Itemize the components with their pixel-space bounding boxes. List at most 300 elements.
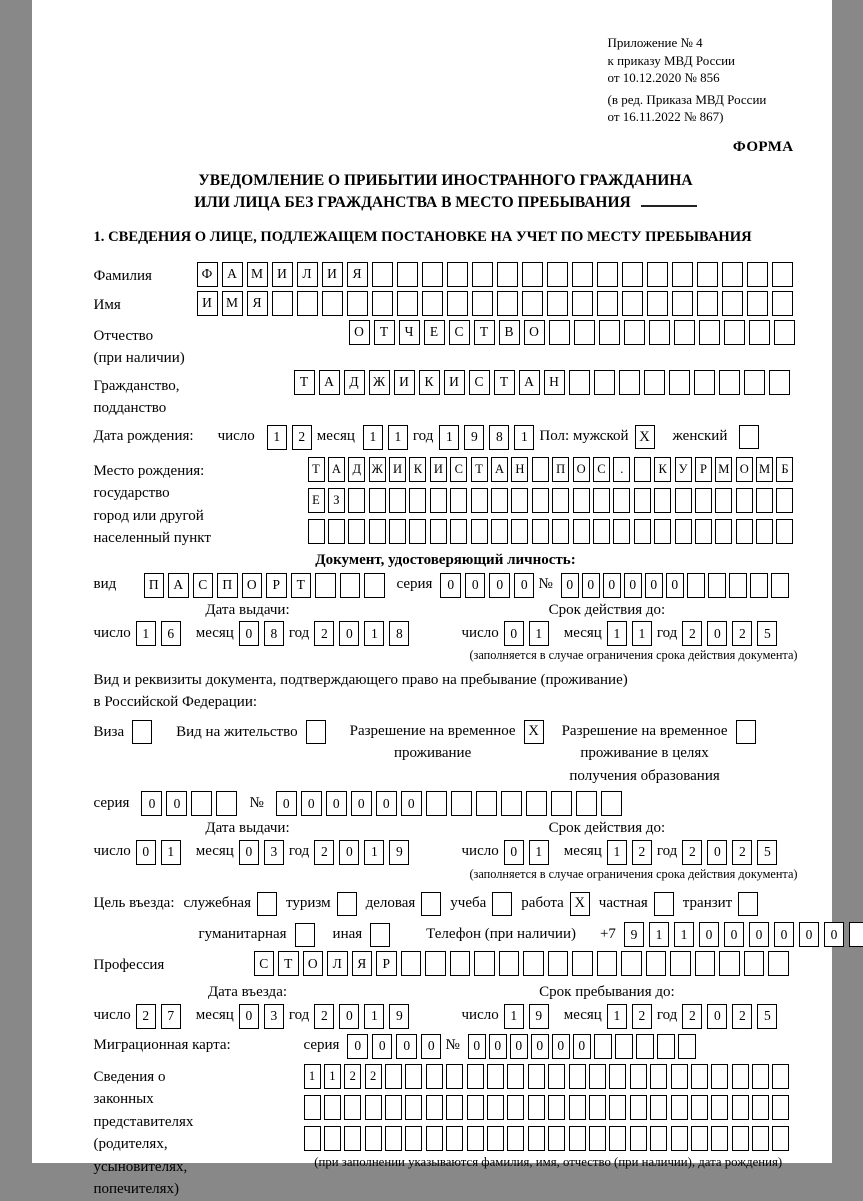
char-box[interactable]: 0: [707, 1004, 727, 1029]
char-box[interactable]: [272, 291, 293, 316]
char-box[interactable]: [593, 519, 610, 544]
char-box[interactable]: [497, 291, 518, 316]
char-box[interactable]: 0: [136, 840, 156, 865]
char-box[interactable]: [752, 1095, 769, 1120]
char-box[interactable]: [619, 370, 640, 395]
char-box[interactable]: П: [552, 457, 569, 482]
char-box[interactable]: А: [168, 573, 189, 598]
char-box[interactable]: [691, 1064, 708, 1089]
char-box[interactable]: [405, 1095, 422, 1120]
char-box[interactable]: [446, 1126, 463, 1151]
char-box[interactable]: 1: [161, 840, 181, 865]
char-box[interactable]: 1: [649, 922, 669, 947]
char-box[interactable]: Ф: [197, 262, 218, 287]
char-box[interactable]: Р: [266, 573, 287, 598]
char-box[interactable]: [732, 1064, 749, 1089]
char-box[interactable]: [597, 291, 618, 316]
char-box[interactable]: 0: [510, 1034, 528, 1059]
char-box[interactable]: [615, 1034, 633, 1059]
char-box[interactable]: [191, 791, 212, 816]
char-box[interactable]: 8: [489, 425, 509, 450]
char-box[interactable]: [526, 791, 547, 816]
char-box[interactable]: Я: [247, 291, 268, 316]
char-box[interactable]: [522, 262, 543, 287]
char-box[interactable]: [593, 488, 610, 513]
char-box[interactable]: 1: [529, 840, 549, 865]
char-box[interactable]: 1: [364, 621, 384, 646]
char-box[interactable]: О: [573, 457, 590, 482]
female-checkbox[interactable]: [739, 425, 759, 449]
char-box[interactable]: А: [519, 370, 540, 395]
char-box[interactable]: [776, 488, 793, 513]
char-box[interactable]: [548, 1126, 565, 1151]
char-box[interactable]: [304, 1095, 321, 1120]
char-box[interactable]: 0: [489, 1034, 507, 1059]
char-box[interactable]: [216, 791, 237, 816]
char-box[interactable]: 8: [389, 621, 409, 646]
char-box[interactable]: И: [197, 291, 218, 316]
char-box[interactable]: [609, 1126, 626, 1151]
char-box[interactable]: [749, 320, 770, 345]
char-box[interactable]: [691, 1095, 708, 1120]
char-box[interactable]: Т: [294, 370, 315, 395]
char-box[interactable]: 2: [632, 840, 652, 865]
char-box[interactable]: [451, 791, 472, 816]
char-box[interactable]: О: [303, 951, 324, 976]
char-box[interactable]: 1: [364, 840, 384, 865]
char-box[interactable]: [467, 1095, 484, 1120]
char-box[interactable]: О: [524, 320, 545, 345]
char-box[interactable]: [487, 1095, 504, 1120]
char-box[interactable]: [328, 519, 345, 544]
char-box[interactable]: 2: [365, 1064, 382, 1089]
char-box[interactable]: [678, 1034, 696, 1059]
char-box[interactable]: [613, 519, 630, 544]
char-box[interactable]: 0: [749, 922, 769, 947]
char-box[interactable]: 2: [632, 1004, 652, 1029]
char-box[interactable]: [601, 791, 622, 816]
char-box[interactable]: [365, 1095, 382, 1120]
char-box[interactable]: 0: [141, 791, 162, 816]
char-box[interactable]: [430, 488, 447, 513]
char-box[interactable]: [569, 1095, 586, 1120]
char-box[interactable]: 1: [529, 621, 549, 646]
char-box[interactable]: Т: [374, 320, 395, 345]
char-box[interactable]: [594, 370, 615, 395]
char-box[interactable]: 0: [699, 922, 719, 947]
char-box[interactable]: С: [449, 320, 470, 345]
char-box[interactable]: [613, 488, 630, 513]
char-box[interactable]: [573, 519, 590, 544]
char-box[interactable]: [697, 291, 718, 316]
char-box[interactable]: 0: [531, 1034, 549, 1059]
char-box[interactable]: [308, 519, 325, 544]
char-box[interactable]: [447, 291, 468, 316]
char-box[interactable]: [744, 370, 765, 395]
char-box[interactable]: [695, 951, 716, 976]
char-box[interactable]: [409, 488, 426, 513]
study-checkbox[interactable]: [492, 892, 512, 916]
char-box[interactable]: 2: [682, 1004, 702, 1029]
char-box[interactable]: [654, 519, 671, 544]
char-box[interactable]: [446, 1095, 463, 1120]
char-box[interactable]: [672, 291, 693, 316]
char-box[interactable]: У: [675, 457, 692, 482]
char-box[interactable]: А: [491, 457, 508, 482]
char-box[interactable]: [622, 291, 643, 316]
char-box[interactable]: А: [328, 457, 345, 482]
char-box[interactable]: [650, 1064, 667, 1089]
char-box[interactable]: [774, 320, 795, 345]
char-box[interactable]: [487, 1126, 504, 1151]
char-box[interactable]: [597, 951, 618, 976]
char-box[interactable]: [675, 488, 692, 513]
char-box[interactable]: А: [222, 262, 243, 287]
char-box[interactable]: [621, 951, 642, 976]
residence-permit-checkbox[interactable]: [306, 720, 326, 744]
char-box[interactable]: 0: [468, 1034, 486, 1059]
char-box[interactable]: [644, 370, 665, 395]
char-box[interactable]: [532, 488, 549, 513]
work-checkbox[interactable]: X: [570, 892, 590, 916]
char-box[interactable]: [491, 519, 508, 544]
char-box[interactable]: И: [389, 457, 406, 482]
char-box[interactable]: [669, 370, 690, 395]
char-box[interactable]: [569, 1126, 586, 1151]
char-box[interactable]: [671, 1095, 688, 1120]
char-box[interactable]: Т: [494, 370, 515, 395]
char-box[interactable]: В: [499, 320, 520, 345]
char-box[interactable]: 0: [603, 573, 621, 598]
char-box[interactable]: 0: [396, 1034, 417, 1059]
char-box[interactable]: [372, 262, 393, 287]
char-box[interactable]: Д: [344, 370, 365, 395]
char-box[interactable]: [711, 1064, 728, 1089]
char-box[interactable]: 0: [339, 1004, 359, 1029]
char-box[interactable]: И: [322, 262, 343, 287]
char-box[interactable]: Е: [308, 488, 325, 513]
char-box[interactable]: [750, 573, 768, 598]
char-box[interactable]: 0: [326, 791, 347, 816]
char-box[interactable]: [589, 1095, 606, 1120]
char-box[interactable]: К: [409, 457, 426, 482]
char-box[interactable]: [722, 291, 743, 316]
char-box[interactable]: [409, 519, 426, 544]
char-box[interactable]: О: [736, 457, 753, 482]
char-box[interactable]: З: [328, 488, 345, 513]
char-box[interactable]: [365, 1126, 382, 1151]
char-box[interactable]: Я: [347, 262, 368, 287]
char-box[interactable]: [528, 1095, 545, 1120]
char-box[interactable]: Т: [471, 457, 488, 482]
char-box[interactable]: [552, 519, 569, 544]
char-box[interactable]: С: [469, 370, 490, 395]
char-box[interactable]: [405, 1064, 422, 1089]
char-box[interactable]: [647, 291, 668, 316]
char-box[interactable]: [348, 488, 365, 513]
char-box[interactable]: [372, 291, 393, 316]
char-box[interactable]: [772, 1126, 789, 1151]
char-box[interactable]: Н: [511, 457, 528, 482]
char-box[interactable]: [548, 1064, 565, 1089]
char-box[interactable]: 0: [489, 573, 510, 598]
char-box[interactable]: Т: [308, 457, 325, 482]
char-box[interactable]: [650, 1126, 667, 1151]
char-box[interactable]: [426, 1126, 443, 1151]
char-box[interactable]: [467, 1064, 484, 1089]
char-box[interactable]: 1: [363, 425, 383, 450]
char-box[interactable]: [491, 488, 508, 513]
char-box[interactable]: [324, 1126, 341, 1151]
char-box[interactable]: 1: [364, 1004, 384, 1029]
char-box[interactable]: [756, 519, 773, 544]
char-box[interactable]: [450, 951, 471, 976]
char-box[interactable]: А: [319, 370, 340, 395]
char-box[interactable]: Т: [291, 573, 312, 598]
char-box[interactable]: [385, 1095, 402, 1120]
char-box[interactable]: [646, 951, 667, 976]
char-box[interactable]: [657, 1034, 675, 1059]
char-box[interactable]: [426, 1064, 443, 1089]
char-box[interactable]: [634, 488, 651, 513]
char-box[interactable]: [650, 1095, 667, 1120]
char-box[interactable]: 2: [732, 621, 752, 646]
char-box[interactable]: [768, 951, 789, 976]
char-box[interactable]: [671, 1064, 688, 1089]
temp-residence-checkbox[interactable]: X: [524, 720, 544, 744]
char-box[interactable]: [573, 488, 590, 513]
char-box[interactable]: .: [613, 457, 630, 482]
char-box[interactable]: М: [222, 291, 243, 316]
char-box[interactable]: И: [394, 370, 415, 395]
char-box[interactable]: И: [444, 370, 465, 395]
char-box[interactable]: [772, 1095, 789, 1120]
char-box[interactable]: [548, 1095, 565, 1120]
char-box[interactable]: [474, 951, 495, 976]
char-box[interactable]: [574, 320, 595, 345]
char-box[interactable]: 1: [136, 621, 156, 646]
char-box[interactable]: [569, 370, 590, 395]
humanitarian-checkbox[interactable]: [295, 923, 315, 947]
char-box[interactable]: 0: [239, 621, 259, 646]
char-box[interactable]: [711, 1095, 728, 1120]
char-box[interactable]: [507, 1095, 524, 1120]
char-box[interactable]: [719, 951, 740, 976]
char-box[interactable]: 2: [314, 1004, 334, 1029]
char-box[interactable]: 9: [624, 922, 644, 947]
char-box[interactable]: [532, 457, 549, 482]
char-box[interactable]: К: [654, 457, 671, 482]
char-box[interactable]: [315, 573, 336, 598]
char-box[interactable]: [422, 262, 443, 287]
char-box[interactable]: [450, 488, 467, 513]
char-box[interactable]: [487, 1064, 504, 1089]
char-box[interactable]: [576, 791, 597, 816]
temp-residence-edu-checkbox[interactable]: [736, 720, 756, 744]
char-box[interactable]: 0: [582, 573, 600, 598]
char-box[interactable]: 0: [552, 1034, 570, 1059]
char-box[interactable]: [369, 519, 386, 544]
char-box[interactable]: [752, 1126, 769, 1151]
char-box[interactable]: [471, 488, 488, 513]
char-box[interactable]: 0: [561, 573, 579, 598]
char-box[interactable]: Р: [695, 457, 712, 482]
char-box[interactable]: [467, 1126, 484, 1151]
char-box[interactable]: [511, 488, 528, 513]
char-box[interactable]: [609, 1064, 626, 1089]
char-box[interactable]: [446, 1064, 463, 1089]
char-box[interactable]: 0: [707, 621, 727, 646]
char-box[interactable]: [732, 1095, 749, 1120]
char-box[interactable]: 1: [607, 1004, 627, 1029]
private-checkbox[interactable]: [654, 892, 674, 916]
male-checkbox[interactable]: X: [635, 425, 655, 449]
char-box[interactable]: [347, 291, 368, 316]
char-box[interactable]: 0: [401, 791, 422, 816]
char-box[interactable]: [769, 370, 790, 395]
char-box[interactable]: [297, 291, 318, 316]
char-box[interactable]: [672, 262, 693, 287]
char-box[interactable]: [744, 951, 765, 976]
char-box[interactable]: Е: [424, 320, 445, 345]
char-box[interactable]: [695, 519, 712, 544]
char-box[interactable]: [344, 1095, 361, 1120]
char-box[interactable]: 6: [161, 621, 181, 646]
char-box[interactable]: [322, 291, 343, 316]
char-box[interactable]: [389, 519, 406, 544]
char-box[interactable]: [687, 573, 705, 598]
char-box[interactable]: 3: [264, 840, 284, 865]
char-box[interactable]: [426, 1095, 443, 1120]
char-box[interactable]: 2: [136, 1004, 156, 1029]
char-box[interactable]: [472, 262, 493, 287]
char-box[interactable]: [528, 1064, 545, 1089]
char-box[interactable]: 9: [529, 1004, 549, 1029]
char-box[interactable]: [499, 951, 520, 976]
char-box[interactable]: [340, 573, 361, 598]
char-box[interactable]: [772, 291, 793, 316]
char-box[interactable]: [497, 262, 518, 287]
char-box[interactable]: М: [247, 262, 268, 287]
char-box[interactable]: 1: [324, 1064, 341, 1089]
char-box[interactable]: [772, 262, 793, 287]
char-box[interactable]: Д: [348, 457, 365, 482]
char-box[interactable]: 0: [824, 922, 844, 947]
char-box[interactable]: [472, 291, 493, 316]
char-box[interactable]: Н: [544, 370, 565, 395]
char-box[interactable]: [501, 791, 522, 816]
char-box[interactable]: [344, 1126, 361, 1151]
char-box[interactable]: 1: [388, 425, 408, 450]
char-box[interactable]: 0: [504, 840, 524, 865]
char-box[interactable]: 0: [707, 840, 727, 865]
char-box[interactable]: [695, 488, 712, 513]
other-checkbox[interactable]: [370, 923, 390, 947]
char-box[interactable]: 0: [339, 840, 359, 865]
char-box[interactable]: [599, 320, 620, 345]
business-checkbox[interactable]: [421, 892, 441, 916]
char-box[interactable]: 0: [465, 573, 486, 598]
char-box[interactable]: [552, 488, 569, 513]
char-box[interactable]: 1: [674, 922, 694, 947]
char-box[interactable]: [729, 573, 747, 598]
char-box[interactable]: 0: [166, 791, 187, 816]
char-box[interactable]: 0: [624, 573, 642, 598]
char-box[interactable]: 2: [732, 1004, 752, 1029]
char-box[interactable]: [430, 519, 447, 544]
char-box[interactable]: 1: [439, 425, 459, 450]
char-box[interactable]: 2: [314, 621, 334, 646]
char-box[interactable]: 0: [376, 791, 397, 816]
char-box[interactable]: [719, 370, 740, 395]
char-box[interactable]: С: [593, 457, 610, 482]
char-box[interactable]: 8: [264, 621, 284, 646]
char-box[interactable]: [597, 262, 618, 287]
char-box[interactable]: [697, 262, 718, 287]
char-box[interactable]: [507, 1064, 524, 1089]
char-box[interactable]: С: [254, 951, 275, 976]
char-box[interactable]: [397, 291, 418, 316]
char-box[interactable]: [401, 951, 422, 976]
char-box[interactable]: Я: [352, 951, 373, 976]
char-box[interactable]: М: [756, 457, 773, 482]
char-box[interactable]: 1: [607, 621, 627, 646]
char-box[interactable]: 0: [276, 791, 297, 816]
char-box[interactable]: [422, 291, 443, 316]
char-box[interactable]: И: [272, 262, 293, 287]
char-box[interactable]: [609, 1095, 626, 1120]
char-box[interactable]: 0: [645, 573, 663, 598]
char-box[interactable]: Т: [278, 951, 299, 976]
char-box[interactable]: [426, 791, 447, 816]
char-box[interactable]: 5: [757, 621, 777, 646]
char-box[interactable]: 0: [666, 573, 684, 598]
char-box[interactable]: 1: [607, 840, 627, 865]
char-box[interactable]: 1: [267, 425, 287, 450]
char-box[interactable]: [849, 922, 863, 947]
char-box[interactable]: [548, 951, 569, 976]
char-box[interactable]: 0: [351, 791, 372, 816]
char-box[interactable]: 5: [757, 1004, 777, 1029]
char-box[interactable]: 2: [292, 425, 312, 450]
char-box[interactable]: [447, 262, 468, 287]
char-box[interactable]: [756, 488, 773, 513]
char-box[interactable]: 2: [314, 840, 334, 865]
char-box[interactable]: 0: [239, 840, 259, 865]
char-box[interactable]: 0: [339, 621, 359, 646]
char-box[interactable]: [699, 320, 720, 345]
char-box[interactable]: 0: [239, 1004, 259, 1029]
char-box[interactable]: [711, 1126, 728, 1151]
char-box[interactable]: [630, 1064, 647, 1089]
char-box[interactable]: [572, 951, 593, 976]
char-box[interactable]: Л: [327, 951, 348, 976]
char-box[interactable]: [634, 519, 651, 544]
char-box[interactable]: [630, 1126, 647, 1151]
char-box[interactable]: [397, 262, 418, 287]
char-box[interactable]: [736, 488, 753, 513]
char-box[interactable]: 2: [344, 1064, 361, 1089]
char-box[interactable]: [636, 1034, 654, 1059]
char-box[interactable]: П: [217, 573, 238, 598]
char-box[interactable]: Б: [776, 457, 793, 482]
char-box[interactable]: [654, 488, 671, 513]
char-box[interactable]: [630, 1095, 647, 1120]
char-box[interactable]: [511, 519, 528, 544]
char-box[interactable]: [547, 291, 568, 316]
char-box[interactable]: 0: [774, 922, 794, 947]
char-box[interactable]: [771, 573, 789, 598]
